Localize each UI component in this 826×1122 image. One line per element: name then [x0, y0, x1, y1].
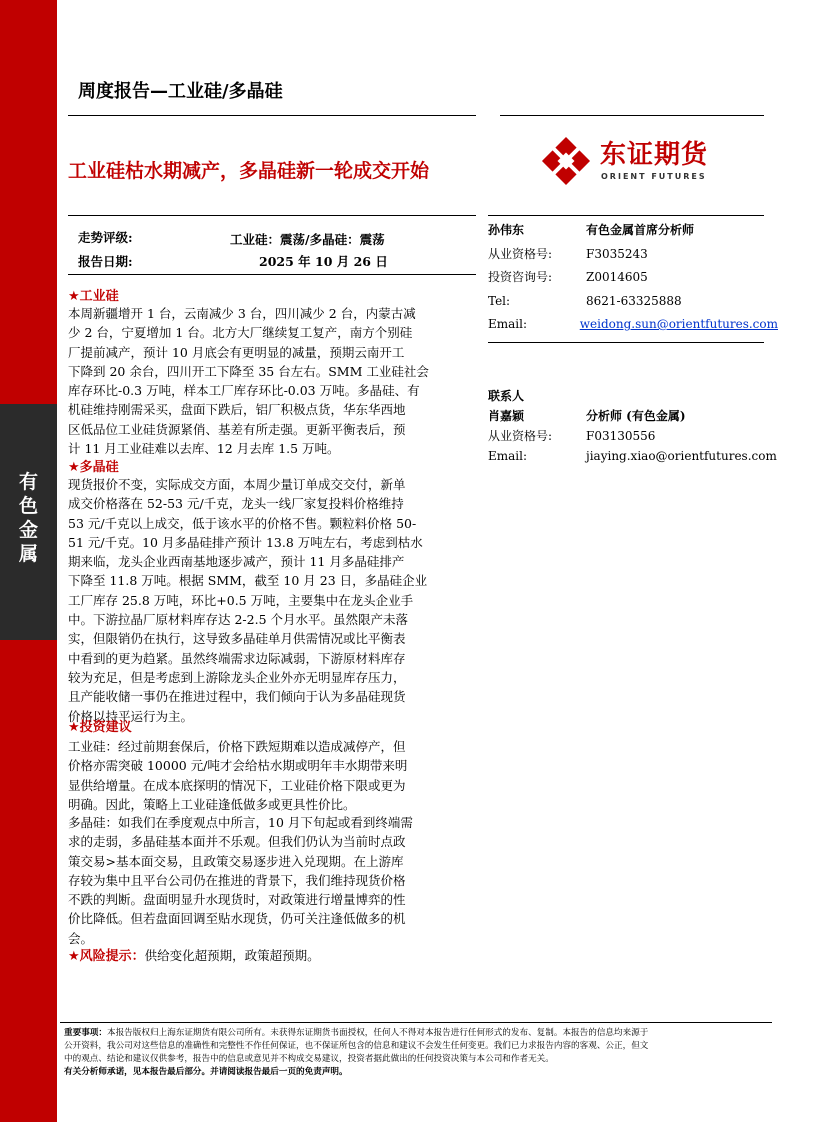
- risk-warning: [68, 945, 320, 964]
- consulting-number: Z0014605: [586, 270, 648, 284]
- contact-email-label: Email:: [488, 449, 528, 463]
- disclaimer-footer: 有关分析师承诺，见本报告最后部分。并请阅读报告最后一页的免责声明。: [64, 1067, 348, 1077]
- polysilicon-text: 现货报价不变，实际成交方面，本周少量订单成交交付，新单 成交价格落在 52-53 元/千克，龙头一线厂家复投料价格维持 53 元/千克以上成交，低于该水平的价格不售。颗粒料价格 50- 51 元/千克。10 月多晶硅排产预计 13.8 万吨左右，考虑到枯水 期来临，龙头企业西南基地逐步减产，预计 11 月多晶硅排产 下降至 11.8 万吨。根据 SMM，截至 10 月 23 日，多晶硅企业 工厂库存 25.8 万吨，环比+0.5 万吨，主要集中在龙头企业手 中。下游拉晶厂原材料库存达 2-2.5 个月水平。虽然限产未落 实，但限销仍在执行，这导致多晶硅单月供需情况或比平衡表 中看到的更为趋紧。虽然终端需求边际减弱，下游原材料库存 较为充足，但是考虑到上游除龙头企业外亦无明显库存压力， 且产能收储一事仍在推进过程中，我们倾向于认为多晶硅现货 价格以持平运行为主。: [68, 477, 428, 724]
- star-icon: ★: [68, 949, 80, 964]
- secondary-analyst-block: [488, 386, 778, 466]
- rating-value: 工业硅：震荡/多晶硅：震荡: [230, 232, 385, 247]
- disclaimer-rule: [60, 1022, 772, 1023]
- contact-license-label: 从业资格号:: [488, 429, 553, 443]
- risk-text: 供给变化超预期，政策超预期。: [144, 948, 320, 963]
- investment-text-polysilicon: 多晶硅：如我们在季度观点中所言，10 月下旬起或看到终端需 求的走弱，多晶硅基本面并不乐观。但我们仍认为当前时点政 策交易>基本面交易，且政策交易逐步进入兑现期。在上游库 存较为集中且平台公司仍在推进的背景下，我们维持现货价格 不跌的判断。盘面明显升水现货时，对政策进行增量博弈的性 价比降低。但若盘面回调至贴水现货，仍可关注逢低做多的机 会。: [68, 815, 413, 946]
- email-label: Email:: [488, 317, 528, 331]
- analyst-role: 有色金属首席分析师: [586, 223, 695, 237]
- contact-email: jiaying.xiao@orientfutures.com: [586, 449, 777, 463]
- section-heading-industrial-silicon: ★工业硅: [68, 289, 119, 304]
- contact-name: 肖嘉颖: [488, 409, 525, 423]
- logo-text-cn: 东证期货: [600, 140, 709, 170]
- disclaimer-label: 重要事项：: [64, 1028, 107, 1038]
- meta-rule-bottom: [68, 274, 476, 275]
- industrial-silicon-text: 本周新疆增开 1 台，云南减少 3 台，四川减少 2 台，内蒙古减 少 2 台，宁夏增加 1 台。北方大厂继续复工复产，南方个别硅 厂提前减产，预计 10 月底会有更明显的减量，预期云南开工 下降到 20 余台，四川开工下降至 35 台左右。SMM 工业硅社会 库存环比-0.3 万吨，样本工厂库存环比-0.03 万吨。多晶硅、有 机硅维持刚需采买，盘面下跌后，铝厂积极点货，华东华西地 区低品位工业硅货源紧俏、基差有所走强。更新平衡表后，预 计 11 月工业硅难以去库、12 月去库 1.5 万吨。: [68, 306, 429, 457]
- contact-label: 联系人: [488, 389, 525, 403]
- meta-rule-top: [68, 215, 476, 216]
- logo-text-en: ORIENT FUTURES: [601, 172, 707, 181]
- header-rule-right: [500, 115, 764, 116]
- sidebar-bottom-band: [0, 640, 57, 1122]
- primary-analyst-block: [488, 219, 778, 337]
- star-icon: ★: [68, 289, 80, 304]
- sidebar-category-label: 有 色 金 属: [18, 471, 38, 565]
- star-icon: ★: [68, 720, 80, 735]
- section-heading-investment: ★投资建议: [68, 720, 132, 735]
- company-logo: [540, 136, 772, 186]
- license-label: 从业资格号:: [488, 246, 553, 261]
- tel-number: 8621-63325888: [586, 293, 682, 308]
- report-date: 2025 年 10 月 26 日: [259, 254, 388, 269]
- contact-license-number: F03130556: [586, 429, 656, 443]
- section-heading-polysilicon: ★多晶硅: [68, 460, 119, 475]
- rating-label: 走势评级:: [78, 230, 133, 245]
- disclaimer-block: 重要事项：本报告版权归上海东证期货有限公司所有。未获得东证期货书面授权，任何人不得对本报告进行任何形式的发布、复制。本报告的信息均来源于 公开资料，我公司对这些信息的准确性和完整性不作任何保证，也不保证所包含的信息和建议不会发生任何变更。我们已力求报告内容的客观、公正，但文 中的观点、结论和建议仅供参考，报告中的信息或意见并不构成交易建议，投资者据此做出的任何投资决策与本公司和作者无关。 有关分析师承诺，见本报告最后部分。并请阅读报告最后一页的免责声明。: [64, 1027, 774, 1079]
- tel-label: Tel:: [488, 293, 511, 308]
- risk-heading: ★风险提示：: [68, 949, 145, 964]
- date-label: 报告日期:: [78, 254, 133, 269]
- consulting-label: 投资咨询号:: [488, 270, 553, 284]
- investment-text-industrial: 工业硅：经过前期套保后，价格下跌短期难以造成减停产，但 价格亦需突破 10000 元/吨才会给枯水期或明年丰水期带来明 显供给增量。在成本底探明的情况下，工业硅价格下限或更为 明确。因此，策略上工业硅逢低做多或更具性价比。: [68, 739, 408, 812]
- star-icon: ★: [68, 460, 80, 475]
- analyst-name: 孙伟东: [488, 223, 525, 237]
- email-link[interactable]: weidong.sun@orientfutures.com: [579, 317, 778, 331]
- analyst-rule-mid: [488, 342, 764, 343]
- license-number: F3035243: [586, 246, 648, 261]
- analyst-rule-top: [488, 215, 764, 216]
- page-title: 工业硅枯水期减产，多晶硅新一轮成交开始: [68, 160, 430, 182]
- contact-role: 分析师 (有色金属): [586, 409, 686, 423]
- sidebar-top-band: [0, 0, 57, 404]
- report-type: 周度报告—工业硅/多晶硅: [78, 81, 283, 102]
- header-rule-left: [68, 115, 476, 116]
- logo-mark-icon: [540, 136, 592, 186]
